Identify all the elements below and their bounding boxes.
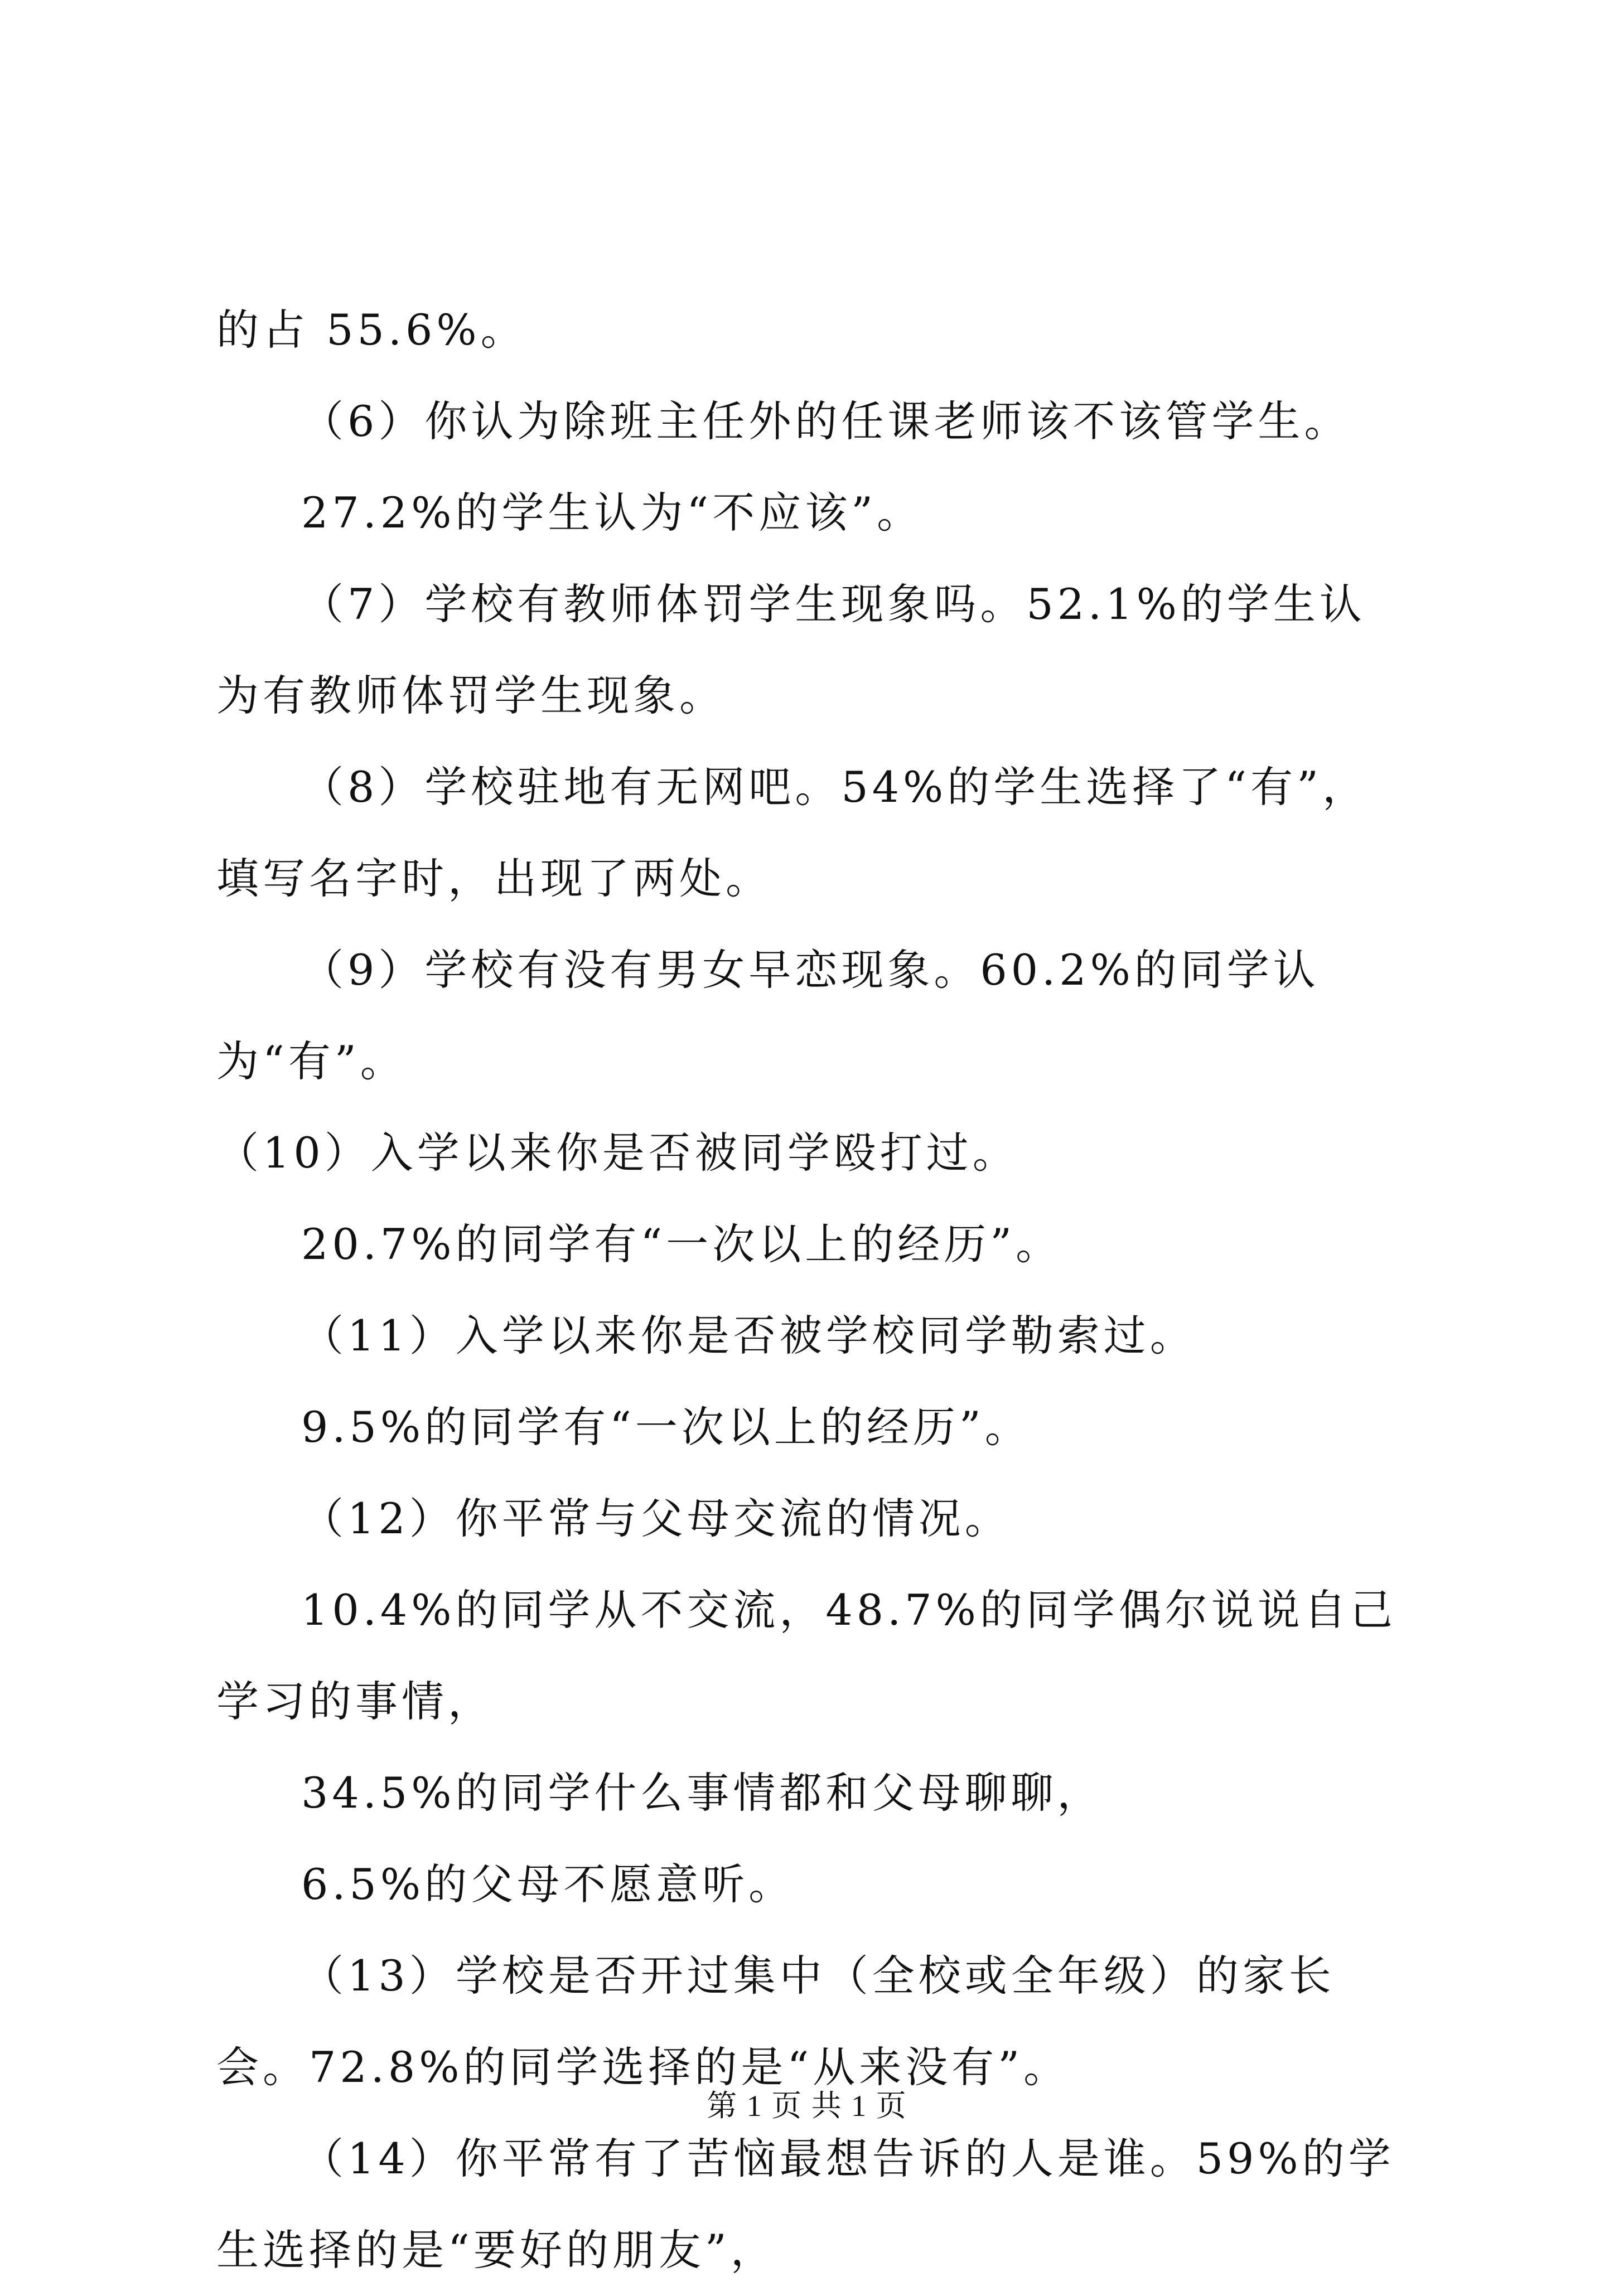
paragraph-4: （7）学校有教师体罚学生现象吗。52.1%的学生认为有教师体罚学生现象。	[216, 579, 1366, 720]
paragraph-16: （14）你平常有了苦恼最想告诉的人是谁。59%的学生选择的是“要好的朋友”，	[216, 2134, 1395, 2275]
paragraph-14: 6.5%的父母不愿意听。	[301, 1859, 795, 1909]
paragraph-8: 20.7%的同学有“一次以上的经历”。	[301, 1219, 1062, 1269]
paragraph-13: 34.5%的同学什么事情都和父母聊聊，	[301, 1768, 1104, 1818]
paragraph-6: （9）学校有没有男女早恋现象。60.2%的同学认为“有”。	[216, 945, 1320, 1086]
document-body	[216, 284, 1410, 2296]
paragraph-5: （8）学校驻地有无网吧。54%的学生选择了“有”，填写名字时，出现了两处。	[216, 762, 1369, 903]
paragraph-7: （10）入学以来你是否被同学殴打过。	[216, 1128, 1019, 1178]
paragraph-9: （11）入学以来你是否被学校同学勒索过。	[301, 1311, 1196, 1360]
paragraph-11: （12）你平常与父母交流的情况。	[301, 1494, 1011, 1543]
paragraph-1: 的占 55.6%。	[216, 305, 527, 355]
paragraph-12: 10.4%的同学从不交流，48.7%的同学偶尔说说自己学习的事情，	[216, 1585, 1396, 1726]
paragraph-15: （13）学校是否开过集中（全校或全年级）的家长会。72.8%的同学选择的是“从来没有”。	[216, 1951, 1335, 2092]
page-footer: 第 1 页 共 1 页	[707, 2089, 907, 2123]
paragraph-2: （6）你认为除班主任外的任课老师该不该管学生。	[301, 396, 1351, 446]
paragraph-10: 9.5%的同学有“一次以上的经历”。	[301, 1402, 1031, 1452]
paragraph-3: 27.2%的学生认为“不应该”。	[301, 488, 924, 537]
